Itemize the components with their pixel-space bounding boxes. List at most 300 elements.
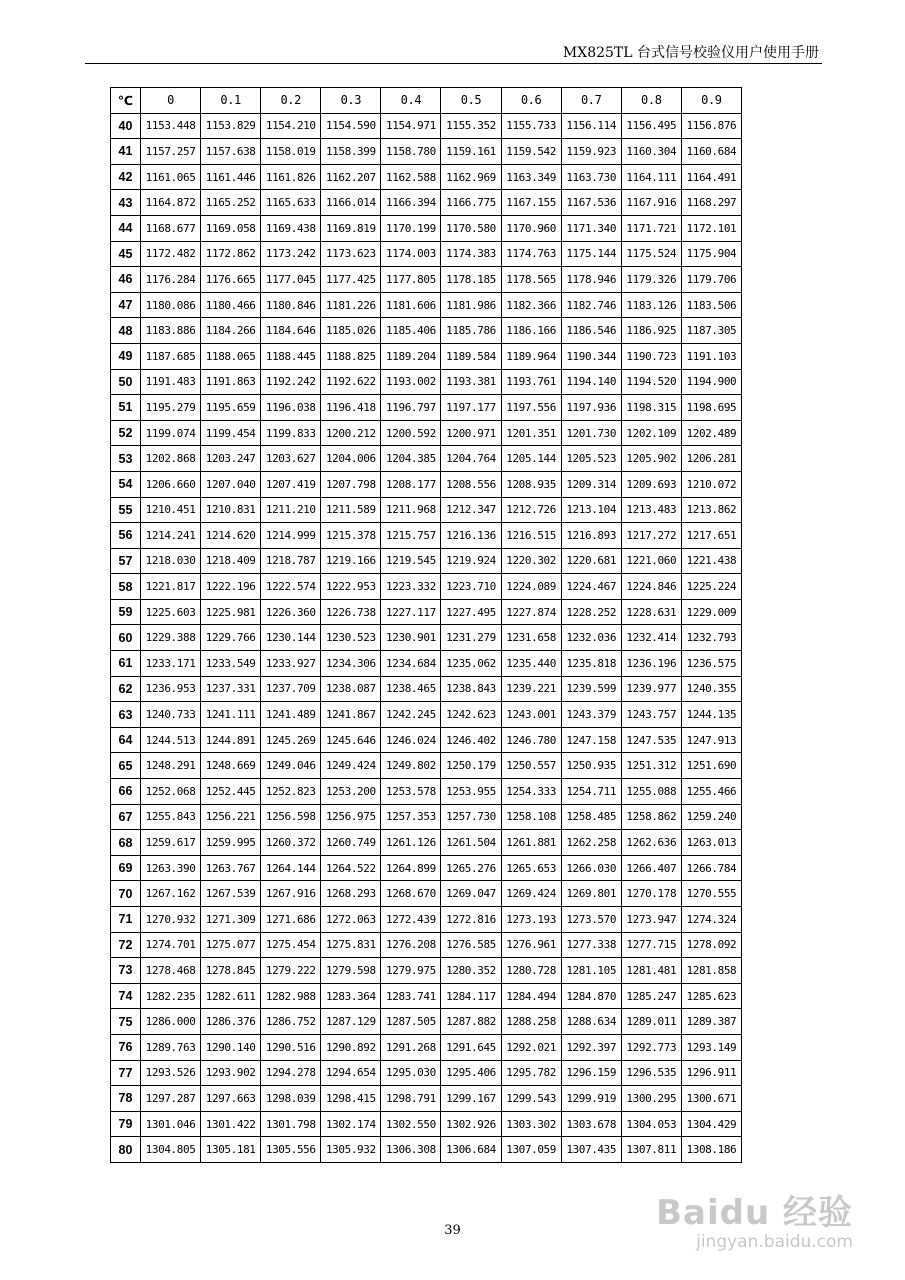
value-cell: 1293.149 [681,1034,741,1060]
value-cell: 1303.302 [501,1111,561,1137]
value-cell: 1273.193 [501,907,561,933]
value-cell: 1160.684 [681,139,741,165]
value-cell: 1194.140 [561,369,621,395]
value-cell: 1294.278 [261,1060,321,1086]
value-cell: 1276.961 [501,932,561,958]
table-row [111,1034,742,1060]
temperature-cell: 45 [111,241,141,267]
value-cell: 1270.555 [681,881,741,907]
value-cell: 1188.065 [201,343,261,369]
value-cell: 1223.710 [441,574,501,600]
table-body [111,113,742,1162]
value-cell: 1216.136 [441,523,501,549]
value-cell: 1305.181 [201,1137,261,1163]
value-cell: 1295.782 [501,1060,561,1086]
value-cell: 1308.186 [681,1137,741,1163]
value-cell: 1194.520 [621,369,681,395]
value-cell: 1197.556 [501,395,561,421]
table-row [111,932,742,958]
table-row [111,1111,742,1137]
value-cell: 1204.764 [441,446,501,472]
table-row [111,651,742,677]
value-cell: 1155.352 [441,113,501,139]
table-row [111,190,742,216]
value-cell: 1230.523 [321,625,381,651]
value-cell: 1222.953 [321,574,381,600]
value-cell: 1208.935 [501,471,561,497]
value-cell: 1221.817 [141,574,201,600]
value-cell: 1172.862 [201,241,261,267]
temperature-cell: 75 [111,1009,141,1035]
temperature-cell: 50 [111,369,141,395]
value-cell: 1272.063 [321,907,381,933]
value-cell: 1273.570 [561,907,621,933]
value-cell: 1236.953 [141,676,201,702]
value-cell: 1289.011 [621,1009,681,1035]
value-cell: 1222.574 [261,574,321,600]
value-cell: 1275.454 [261,932,321,958]
value-cell: 1221.060 [621,548,681,574]
temperature-cell: 72 [111,932,141,958]
value-cell: 1256.598 [261,804,321,830]
value-cell: 1297.287 [141,1086,201,1112]
value-cell: 1262.258 [561,830,621,856]
value-cell: 1265.653 [501,855,561,881]
value-cell: 1248.669 [201,753,261,779]
value-cell: 1169.058 [201,215,261,241]
value-cell: 1227.495 [441,599,501,625]
value-cell: 1277.338 [561,932,621,958]
value-cell: 1173.623 [321,241,381,267]
value-cell: 1292.397 [561,1034,621,1060]
temperature-cell: 43 [111,190,141,216]
value-cell: 1182.746 [561,292,621,318]
value-cell: 1221.438 [681,548,741,574]
value-cell: 1208.556 [441,471,501,497]
value-cell: 1187.685 [141,343,201,369]
value-cell: 1197.936 [561,395,621,421]
value-cell: 1176.284 [141,267,201,293]
table-row [111,318,742,344]
value-cell: 1289.763 [141,1034,201,1060]
value-cell: 1218.409 [201,548,261,574]
value-cell: 1259.240 [681,804,741,830]
value-cell: 1219.166 [321,548,381,574]
value-cell: 1230.144 [261,625,321,651]
value-cell: 1273.947 [621,907,681,933]
value-cell: 1295.406 [441,1060,501,1086]
value-cell: 1220.681 [561,548,621,574]
value-cell: 1184.646 [261,318,321,344]
table-row [111,548,742,574]
value-cell: 1163.730 [561,164,621,190]
value-cell: 1247.535 [621,727,681,753]
value-cell: 1254.711 [561,779,621,805]
temperature-cell: 66 [111,779,141,805]
value-cell: 1167.916 [621,190,681,216]
value-cell: 1236.575 [681,651,741,677]
value-cell: 1259.617 [141,830,201,856]
value-cell: 1264.522 [321,855,381,881]
table-row [111,676,742,702]
value-cell: 1206.660 [141,471,201,497]
temperature-cell: 59 [111,599,141,625]
value-cell: 1156.876 [681,113,741,139]
value-cell: 1302.550 [381,1111,441,1137]
value-cell: 1270.178 [621,881,681,907]
value-cell: 1224.089 [501,574,561,600]
value-cell: 1295.030 [381,1060,441,1086]
value-cell: 1237.709 [261,676,321,702]
value-cell: 1166.014 [321,190,381,216]
value-cell: 1189.964 [501,343,561,369]
value-cell: 1263.767 [201,855,261,881]
value-cell: 1235.440 [501,651,561,677]
temperature-cell: 48 [111,318,141,344]
table-row [111,471,742,497]
value-cell: 1213.483 [621,497,681,523]
value-cell: 1245.646 [321,727,381,753]
value-cell: 1256.975 [321,804,381,830]
value-cell: 1245.269 [261,727,321,753]
value-cell: 1253.578 [381,779,441,805]
value-cell: 1219.545 [381,548,441,574]
value-cell: 1242.245 [381,702,441,728]
value-cell: 1229.388 [141,625,201,651]
value-cell: 1160.304 [621,139,681,165]
value-cell: 1205.144 [501,446,561,472]
temperature-cell: 73 [111,958,141,984]
value-cell: 1227.117 [381,599,441,625]
value-cell: 1169.819 [321,215,381,241]
column-header: 0.2 [261,88,321,114]
value-cell: 1167.536 [561,190,621,216]
value-cell: 1250.935 [561,753,621,779]
value-cell: 1209.314 [561,471,621,497]
value-cell: 1218.787 [261,548,321,574]
value-cell: 1287.505 [381,1009,441,1035]
value-cell: 1254.333 [501,779,561,805]
value-cell: 1241.111 [201,702,261,728]
value-cell: 1264.899 [381,855,441,881]
table-row [111,420,742,446]
column-header: 0.8 [621,88,681,114]
table-row [111,804,742,830]
value-cell: 1210.072 [681,471,741,497]
value-cell: 1207.798 [321,471,381,497]
value-cell: 1283.364 [321,983,381,1009]
value-cell: 1304.053 [621,1111,681,1137]
column-header-unit: ℃ [111,88,141,114]
column-header: 0.9 [681,88,741,114]
temperature-cell: 60 [111,625,141,651]
value-cell: 1255.088 [621,779,681,805]
value-cell: 1217.272 [621,523,681,549]
value-cell: 1195.279 [141,395,201,421]
value-cell: 1210.451 [141,497,201,523]
value-cell: 1260.749 [321,830,381,856]
temperature-cell: 74 [111,983,141,1009]
value-cell: 1292.021 [501,1034,561,1060]
value-cell: 1223.332 [381,574,441,600]
column-header: 0.3 [321,88,381,114]
value-cell: 1155.733 [501,113,561,139]
value-cell: 1250.557 [501,753,561,779]
table-row [111,599,742,625]
temperature-cell: 63 [111,702,141,728]
value-cell: 1280.728 [501,958,561,984]
value-cell: 1183.506 [681,292,741,318]
value-cell: 1243.757 [621,702,681,728]
value-cell: 1214.999 [261,523,321,549]
value-cell: 1243.379 [561,702,621,728]
watermark [656,1185,853,1252]
value-cell: 1258.485 [561,804,621,830]
value-cell: 1290.516 [261,1034,321,1060]
value-cell: 1305.932 [321,1137,381,1163]
value-cell: 1171.340 [561,215,621,241]
value-cell: 1292.773 [621,1034,681,1060]
value-cell: 1263.013 [681,830,741,856]
table-row [111,830,742,856]
temperature-cell: 52 [111,420,141,446]
table-row [111,113,742,139]
value-cell: 1165.252 [201,190,261,216]
value-cell: 1202.489 [681,420,741,446]
value-cell: 1191.483 [141,369,201,395]
temperature-cell: 69 [111,855,141,881]
table-row [111,907,742,933]
value-cell: 1195.659 [201,395,261,421]
value-cell: 1275.831 [321,932,381,958]
temperature-cell: 78 [111,1086,141,1112]
value-cell: 1200.971 [441,420,501,446]
value-cell: 1180.466 [201,292,261,318]
value-cell: 1286.000 [141,1009,201,1035]
value-cell: 1251.690 [681,753,741,779]
value-cell: 1211.589 [321,497,381,523]
table-row [111,139,742,165]
value-cell: 1239.977 [621,676,681,702]
value-cell: 1215.378 [321,523,381,549]
value-cell: 1268.670 [381,881,441,907]
value-cell: 1196.418 [321,395,381,421]
value-cell: 1268.293 [321,881,381,907]
column-header: 0 [141,88,201,114]
value-cell: 1163.349 [501,164,561,190]
value-cell: 1211.210 [261,497,321,523]
value-cell: 1180.086 [141,292,201,318]
value-cell: 1269.047 [441,881,501,907]
value-cell: 1261.881 [501,830,561,856]
value-cell: 1278.092 [681,932,741,958]
value-cell: 1271.309 [201,907,261,933]
value-cell: 1183.886 [141,318,201,344]
value-cell: 1198.315 [621,395,681,421]
value-cell: 1159.161 [441,139,501,165]
value-cell: 1167.155 [501,190,561,216]
table-row [111,215,742,241]
value-cell: 1307.811 [621,1137,681,1163]
value-cell: 1192.622 [321,369,381,395]
value-cell: 1255.843 [141,804,201,830]
value-cell: 1281.858 [681,958,741,984]
value-cell: 1286.752 [261,1009,321,1035]
value-cell: 1291.268 [381,1034,441,1060]
value-cell: 1185.026 [321,318,381,344]
value-cell: 1161.065 [141,164,201,190]
value-cell: 1276.208 [381,932,441,958]
temperature-cell: 51 [111,395,141,421]
value-cell: 1212.726 [501,497,561,523]
value-cell: 1249.046 [261,753,321,779]
value-cell: 1193.002 [381,369,441,395]
value-cell: 1154.210 [261,113,321,139]
value-cell: 1266.407 [621,855,681,881]
value-cell: 1293.902 [201,1060,261,1086]
value-cell: 1235.818 [561,651,621,677]
table-row [111,855,742,881]
value-cell: 1196.038 [261,395,321,421]
value-cell: 1269.801 [561,881,621,907]
temperature-cell: 64 [111,727,141,753]
value-cell: 1228.252 [561,599,621,625]
value-cell: 1252.445 [201,779,261,805]
value-cell: 1246.402 [441,727,501,753]
value-cell: 1279.975 [381,958,441,984]
value-cell: 1157.257 [141,139,201,165]
value-cell: 1188.825 [321,343,381,369]
value-cell: 1204.006 [321,446,381,472]
value-cell: 1197.177 [441,395,501,421]
value-cell: 1237.331 [201,676,261,702]
value-cell: 1282.611 [201,983,261,1009]
value-cell: 1235.062 [441,651,501,677]
value-cell: 1249.802 [381,753,441,779]
value-cell: 1298.415 [321,1086,381,1112]
value-cell: 1293.526 [141,1060,201,1086]
table-row [111,343,742,369]
value-cell: 1204.385 [381,446,441,472]
value-cell: 1177.045 [261,267,321,293]
value-cell: 1281.481 [621,958,681,984]
column-header: 0.7 [561,88,621,114]
value-cell: 1202.109 [621,420,681,446]
value-cell: 1201.351 [501,420,561,446]
value-cell: 1156.495 [621,113,681,139]
value-cell: 1159.923 [561,139,621,165]
value-cell: 1181.226 [321,292,381,318]
value-cell: 1260.372 [261,830,321,856]
temperature-cell: 42 [111,164,141,190]
value-cell: 1265.276 [441,855,501,881]
value-cell: 1225.981 [201,599,261,625]
value-cell: 1298.791 [381,1086,441,1112]
page-number: 39 [444,1223,461,1238]
value-cell: 1175.904 [681,241,741,267]
temperature-cell: 70 [111,881,141,907]
value-cell: 1244.891 [201,727,261,753]
value-cell: 1200.592 [381,420,441,446]
value-cell: 1214.241 [141,523,201,549]
temperature-cell: 65 [111,753,141,779]
value-cell: 1262.636 [621,830,681,856]
value-cell: 1170.199 [381,215,441,241]
temperature-cell: 53 [111,446,141,472]
value-cell: 1162.207 [321,164,381,190]
value-cell: 1251.312 [621,753,681,779]
value-cell: 1257.730 [441,804,501,830]
value-cell: 1153.829 [201,113,261,139]
table-row [111,369,742,395]
temperature-cell: 41 [111,139,141,165]
value-cell: 1218.030 [141,548,201,574]
table-row [111,779,742,805]
value-cell: 1164.872 [141,190,201,216]
value-cell: 1246.024 [381,727,441,753]
value-cell: 1277.715 [621,932,681,958]
value-cell: 1296.911 [681,1060,741,1086]
value-cell: 1222.196 [201,574,261,600]
value-cell: 1289.387 [681,1009,741,1035]
value-cell: 1187.305 [681,318,741,344]
value-cell: 1203.247 [201,446,261,472]
value-cell: 1261.504 [441,830,501,856]
value-cell: 1276.585 [441,932,501,958]
value-cell: 1287.129 [321,1009,381,1035]
value-cell: 1233.927 [261,651,321,677]
value-cell: 1284.117 [441,983,501,1009]
value-cell: 1202.868 [141,446,201,472]
table-row [111,881,742,907]
value-cell: 1185.406 [381,318,441,344]
value-cell: 1279.222 [261,958,321,984]
value-cell: 1301.046 [141,1111,201,1137]
value-cell: 1246.780 [501,727,561,753]
value-cell: 1181.986 [441,292,501,318]
value-cell: 1258.862 [621,804,681,830]
value-cell: 1288.634 [561,1009,621,1035]
value-cell: 1232.414 [621,625,681,651]
table-row [111,292,742,318]
temperature-cell: 61 [111,651,141,677]
value-cell: 1269.424 [501,881,561,907]
value-cell: 1154.971 [381,113,441,139]
table-row [111,574,742,600]
value-cell: 1229.009 [681,599,741,625]
temperature-cell: 71 [111,907,141,933]
value-cell: 1200.212 [321,420,381,446]
value-cell: 1299.543 [501,1086,561,1112]
value-cell: 1249.424 [321,753,381,779]
value-cell: 1238.843 [441,676,501,702]
value-cell: 1232.793 [681,625,741,651]
value-cell: 1211.968 [381,497,441,523]
temperature-cell: 76 [111,1034,141,1060]
value-cell: 1298.039 [261,1086,321,1112]
value-cell: 1239.221 [501,676,561,702]
value-cell: 1227.874 [501,599,561,625]
temperature-cell: 56 [111,523,141,549]
value-cell: 1154.590 [321,113,381,139]
value-cell: 1183.126 [621,292,681,318]
temperature-cell: 46 [111,267,141,293]
value-cell: 1225.224 [681,574,741,600]
resistance-table [110,87,742,1163]
value-cell: 1261.126 [381,830,441,856]
value-cell: 1216.515 [501,523,561,549]
value-cell: 1267.539 [201,881,261,907]
